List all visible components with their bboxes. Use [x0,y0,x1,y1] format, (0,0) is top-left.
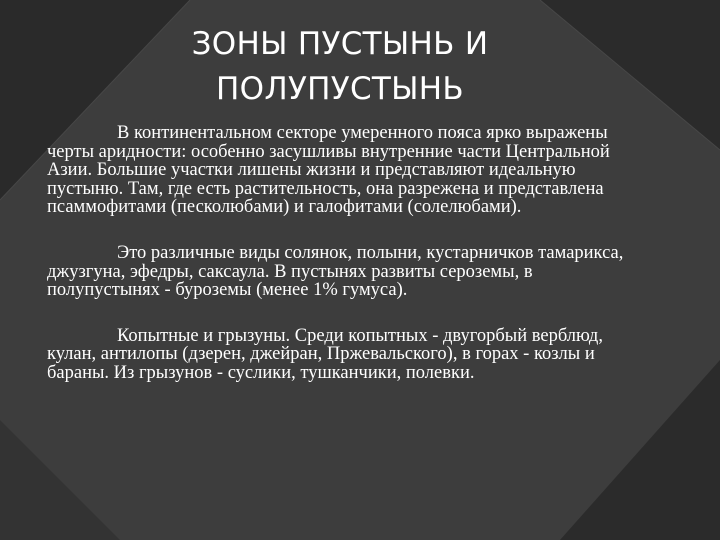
title-line-1: ЗОНЫ ПУСТЫНЬ И [191,26,489,62]
slide-title [90,22,590,112]
slide-body [47,124,647,383]
title-line-2: ПОЛУПУСТЫНЬ [216,71,464,107]
paragraph-animals: Копытные и грызуны. Среди копытных - двугорбый верблюд, кулан, антилопы (дзерен, джейран, Пржевальского), в горах - козлы и бараны. Из грызунов - суслики, тушканчики, полевки. [47,325,603,383]
paragraph-climate: В континентальном секторе умеренного пояса ярко выражены черты аридности: особенно засушливы внутренние части Центральной Азии. Большие участки лишены жизни и представляют идеальную пустыню. Там, где есть растительность, она разрежена и представлена псаммофитами (песколюбами) и галофитами (солелюбами). [47,123,610,218]
paragraph-vegetation: Это различные виды солянок, полыни, кустарничков тамарикса, джузгуна, эфедры, саксаула. В пустынях развиты сероземы, в полупустынях - буроземы (менее 1% гумуса). [47,242,624,301]
